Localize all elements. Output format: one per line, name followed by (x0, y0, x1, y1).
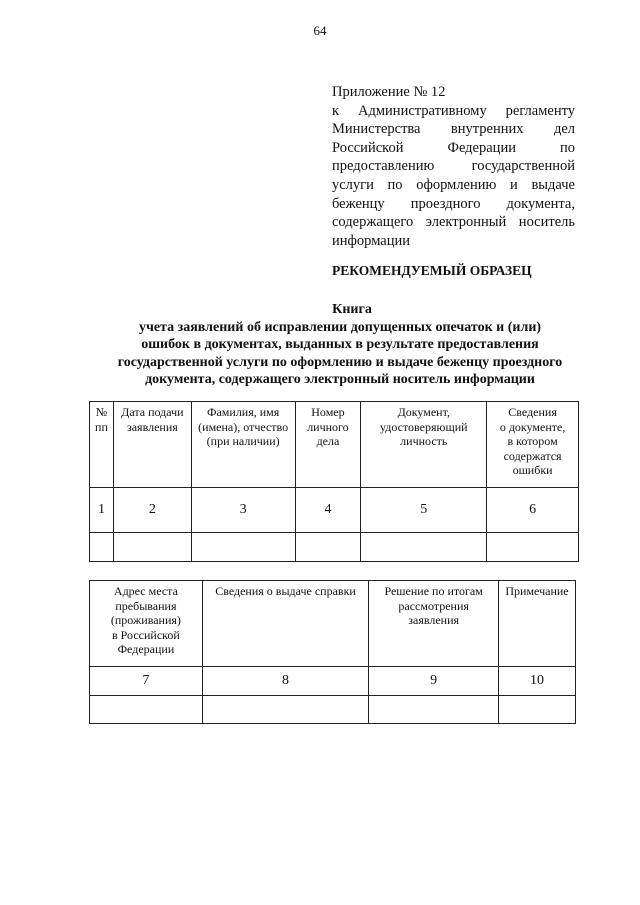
appendix-block (332, 83, 575, 250)
empty-cell (369, 696, 499, 724)
empty-cell (90, 696, 203, 724)
appendix-line: Министерства внутренних дел (332, 121, 575, 138)
appendix-line: беженцу проездного документа, (332, 195, 575, 212)
column-number-cell: 9 (369, 667, 499, 696)
document-title (70, 301, 610, 389)
header-cell-full-name: Фамилия, имя (имена), отчество (при наличии) (191, 402, 295, 488)
column-number-cell: 7 (90, 667, 203, 696)
appendix-line: Российской Федерации по (332, 139, 575, 156)
empty-row (90, 696, 576, 724)
header-cell-case-number: Номер личного дела (295, 402, 361, 488)
column-number-cell: 6 (487, 488, 579, 533)
page-number: 64 (313, 23, 327, 38)
header-cell-decision: Решение по итогам рассмотрения заявления (369, 581, 499, 667)
empty-cell (361, 533, 487, 562)
appendix-line: Приложение № 12 (332, 84, 446, 100)
title-line: учета заявлений об исправлении допущенных опечаток и (или) (138, 319, 542, 335)
empty-cell (499, 696, 576, 724)
column-number-cell: 2 (113, 488, 191, 533)
empty-cell (202, 696, 368, 724)
sample-label: РЕКОМЕНДУЕМЫЙ ОБРАЗЕЦ (332, 263, 532, 278)
appendix-line: к Административному регламенту (332, 102, 575, 119)
header-cell-number: № пп (90, 402, 114, 488)
appendix-line: предоставлению государственной (332, 158, 575, 175)
column-number-cell: 5 (361, 488, 487, 533)
column-number-row (90, 488, 579, 533)
column-number-cell: 1 (90, 488, 114, 533)
empty-row (90, 533, 579, 562)
empty-cell (487, 533, 579, 562)
column-number-row (90, 667, 576, 696)
appendix-line: содержащего электронный носитель (332, 214, 575, 231)
table-header-row (90, 581, 576, 667)
empty-cell (295, 533, 361, 562)
column-number-cell: 4 (295, 488, 361, 533)
appendix-line: услуги по оформлению и выдаче (332, 176, 575, 193)
title-line: государственной услуги по оформлению и выдаче беженцу проездного (117, 354, 563, 370)
header-cell-note: Примечание (499, 581, 576, 667)
empty-cell (113, 533, 191, 562)
header-cell-error-document: Сведения о документе, в котором содержатся ошибки (487, 402, 579, 488)
title-book: Книга (332, 302, 372, 317)
empty-cell (90, 533, 114, 562)
table-header-row (90, 402, 579, 488)
appendix-line: информации (332, 232, 410, 249)
title-line: документа, содержащего электронный носитель информации (145, 372, 535, 387)
column-number-cell: 3 (191, 488, 295, 533)
header-cell-certificate-info: Сведения о выдаче справки (202, 581, 368, 667)
header-cell-identity-document: Документ, удостоверяющий личность (361, 402, 487, 488)
header-cell-submission-date: Дата подачи заявления (113, 402, 191, 488)
register-table-2 (89, 580, 576, 724)
column-number-cell: 10 (499, 667, 576, 696)
column-number-cell: 8 (202, 667, 368, 696)
empty-cell (191, 533, 295, 562)
header-cell-residence-address: Адрес места пребывания (проживания) в Российской Федерации (90, 581, 203, 667)
title-line: ошибок в документах, выданных в результате предоставления (141, 337, 539, 352)
register-table-1 (89, 401, 579, 562)
